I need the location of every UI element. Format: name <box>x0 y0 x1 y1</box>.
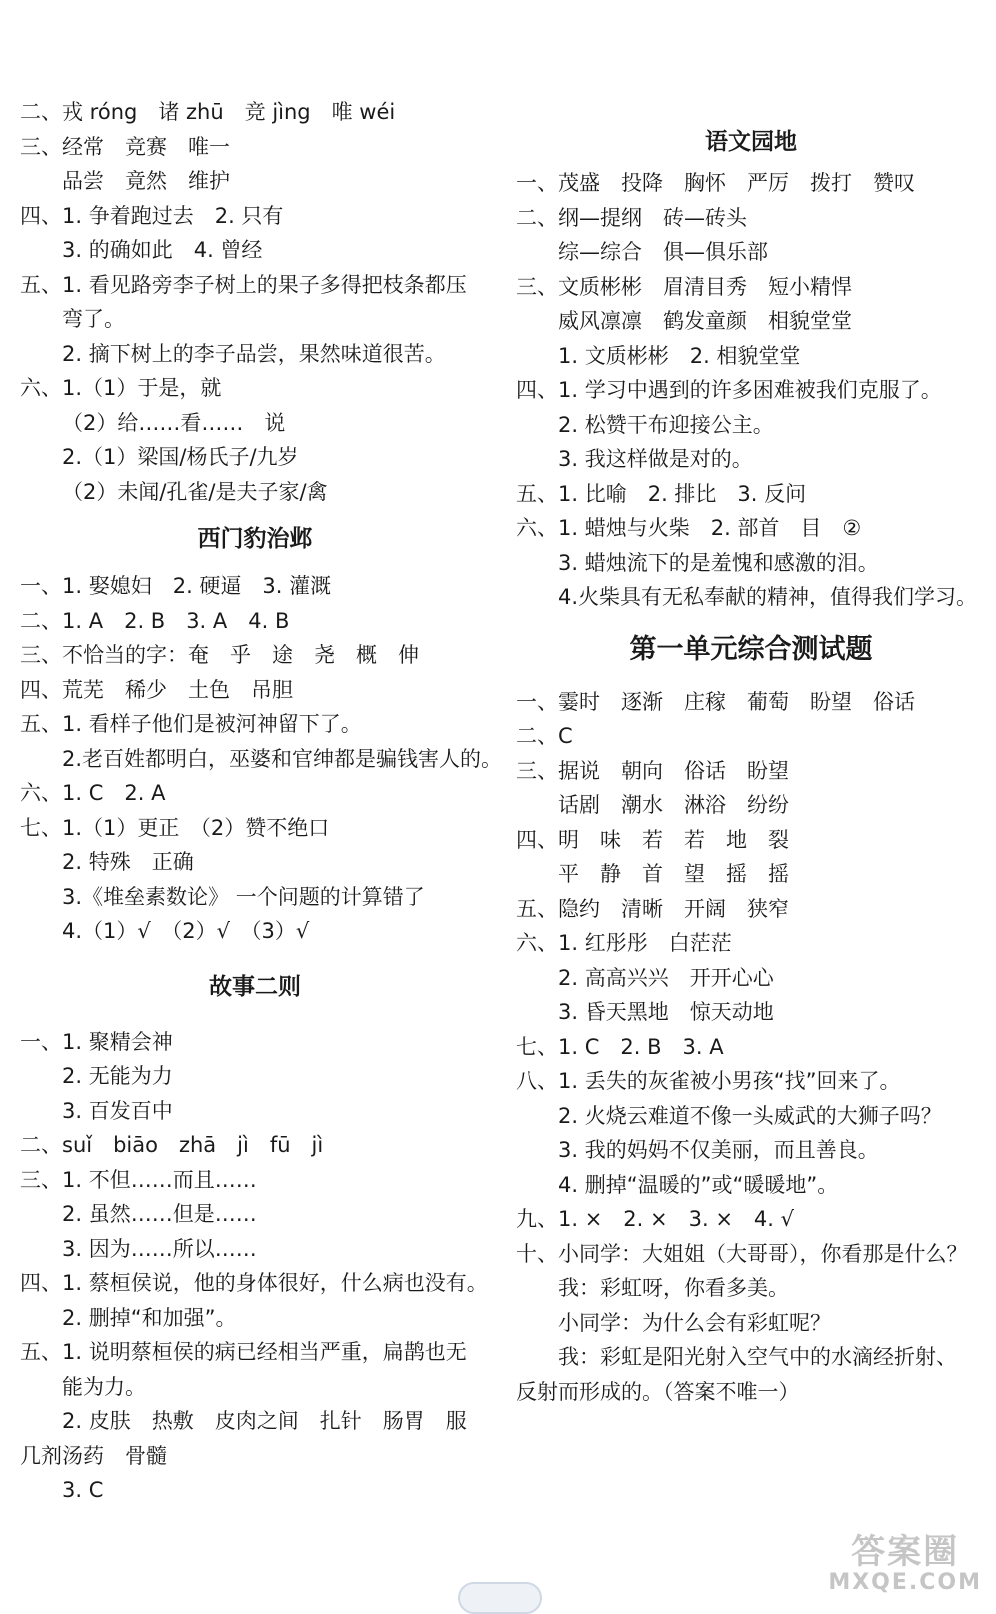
answer-line: 我：彩虹是阳光射入空气中的水滴经折射、 <box>558 1345 957 1369</box>
answer-line: 2. 皮肤 热敷 皮肉之间 扎针 肠胃 服 <box>62 1409 467 1433</box>
page-number-badge <box>458 1582 542 1614</box>
answer-line: 2. 特殊 正确 <box>62 850 194 874</box>
answer-line: 四、荒芜 稀少 土色 吊胆 <box>20 677 293 702</box>
answer-line: 弯了。 <box>62 307 125 331</box>
answer-line: 平 静 首 望 摇 摇 <box>558 862 789 886</box>
section-heading: 语文园地 <box>705 129 797 155</box>
answer-line: 能为力。 <box>62 1374 146 1399</box>
answer-line: 八、1. 丢失的灰雀被小男孩“找”回来了。 <box>516 1069 901 1093</box>
answer-line: 品尝 竟然 维护 <box>62 169 230 193</box>
answer-line: 十、小同学：大姐姐（大哥哥），你看那是什么？ <box>516 1241 968 1266</box>
answer-line: 3. 因为……所以…… <box>62 1236 257 1261</box>
answer-line: 六、1. 红彤彤 白茫茫 <box>516 931 732 955</box>
answer-line: 3. 百发百中 <box>62 1098 173 1123</box>
answer-line: 威风凛凛 鹤发童颜 相貌堂堂 <box>558 309 852 333</box>
answer-line: （2）给……看…… 说 <box>62 410 286 435</box>
answer-line: 二、纲—提纲 砖—砖头 <box>516 205 747 230</box>
answer-line: 几剂汤药 骨髓 <box>20 1443 167 1468</box>
answer-line: 三、据说 朝向 俗话 盼望 <box>516 758 789 783</box>
answer-line: 六、1. 蜡烛与火柴 2. 部首 目 ② <box>516 516 862 540</box>
answer-line: 3. 蜡烛流下的是羞愧和感激的泪。 <box>558 550 879 575</box>
answer-line: 反射而形成的。（答案不唯一） <box>516 1379 800 1404</box>
answer-line: 3. 的确如此 4. 曾经 <box>62 238 263 262</box>
answer-line: 六、1. C 2. A <box>20 781 166 805</box>
answer-line: 4. 删掉“温暖的”或“暖暖地”。 <box>558 1172 839 1197</box>
answer-line: 三、1. 不但……而且…… <box>20 1167 257 1192</box>
answer-line: 五、1. 说明蔡桓侯的病已经相当严重，扁鹊也无 <box>20 1340 467 1364</box>
answer-line: 四、1. 学习中遇到的许多困难被我们克服了。 <box>516 378 942 402</box>
answer-line: 话剧 潮水 淋浴 纷纷 <box>558 793 789 817</box>
answer-line: 2. 虽然……但是…… <box>62 1202 257 1226</box>
answer-line: 综—综合 俱—俱乐部 <box>558 240 768 264</box>
answer-line: 2.（1）梁国/杨氏子/九岁 <box>62 445 299 469</box>
answer-line: 3.《堆垒素数论》 一个问题的计算错了 <box>62 884 425 909</box>
answer-line: 4.火柴具有无私奉献的精神，值得我们学习。 <box>558 585 978 609</box>
answer-line: 四、1. 蔡桓侯说，他的身体很好，什么病也没有。 <box>20 1271 488 1295</box>
answer-line: 我：彩虹呀，你看多美。 <box>558 1276 789 1300</box>
answer-line: 四、1. 争着跑过去 2. 只有 <box>20 203 284 228</box>
answer-line: 2. 摘下树上的李子品尝，果然味道很苦。 <box>62 341 446 366</box>
answer-line: （2）未闻/孔雀/是夫子家/禽 <box>62 479 328 504</box>
answer-line: 五、1. 看见路旁李子树上的果子多得把枝条都压 <box>20 272 467 297</box>
answer-line: 一、霎时 逐渐 庄稼 葡萄 盼望 俗话 <box>516 689 915 714</box>
section-heading: 故事二则 <box>209 973 301 1000</box>
answer-line: 二、suǐ biāo zhā jì fū jì <box>20 1133 324 1157</box>
watermark-logo-text: 答案圈 <box>851 1532 960 1573</box>
answer-line: 六、1.（1）于是，就 <box>20 376 222 400</box>
answer-line: 一、1. 聚精会神 <box>20 1029 173 1054</box>
answer-line: 4.（1）√ （2）√ （3）√ <box>62 919 310 943</box>
answer-line: 二、戎 róng 诸 zhū 竞 jìng 唯 wéi <box>20 100 396 124</box>
answer-line: 3. 昏天黑地 惊天动地 <box>558 1000 774 1024</box>
answer-line: 2. 删掉“和加强”。 <box>62 1305 237 1330</box>
answer-line: 2. 火烧云难道不像一头威武的大狮子吗？ <box>558 1103 942 1128</box>
answer-line: 二、1. A 2. B 3. A 4. B <box>20 608 290 633</box>
answer-line: 2. 无能为力 <box>62 1064 173 1088</box>
answer-line: 3. 我的妈妈不仅美丽，而且善良。 <box>558 1138 879 1162</box>
right-column <box>516 118 986 1409</box>
answer-line: 3. 我这样做是对的。 <box>558 447 753 471</box>
watermark-url: MXQE.COM <box>828 1569 982 1595</box>
answer-line: 七、1.（1）更正 （2）赞不绝口 <box>20 815 330 840</box>
site-watermark <box>828 1532 982 1595</box>
answer-line: 五、隐约 清晰 开阔 狭窄 <box>516 896 789 921</box>
answer-line: 七、1. C 2. B 3. A <box>516 1034 724 1059</box>
answer-line: 三、不恰当的字：奄 乎 途 尧 概 伸 <box>20 643 419 667</box>
answer-line: 五、1. 比喻 2. 排比 3. 反问 <box>516 481 807 506</box>
answer-line: 二、C <box>516 724 573 748</box>
answer-line: 三、经常 竞赛 唯一 <box>20 134 230 159</box>
answer-line: 三、文质彬彬 眉清目秀 短小精悍 <box>516 274 852 299</box>
answer-line: 五、1. 看样子他们是被河神留下了。 <box>20 712 362 736</box>
answer-line: 1. 文质彬彬 2. 相貌堂堂 <box>558 343 801 368</box>
answer-line: 2. 松赞干布迎接公主。 <box>558 412 774 437</box>
answer-line: 一、1. 娶媳妇 2. 硬逼 3. 灌溉 <box>20 574 332 598</box>
answer-line: 九、1. × 2. × 3. × 4. √ <box>516 1207 795 1231</box>
section-heading: 西门豹治邺 <box>197 526 313 552</box>
answer-line: 四、明 味 若 若 地 裂 <box>516 827 789 852</box>
answer-line: 一、茂盛 投降 胸怀 严厉 拨打 赞叹 <box>516 171 915 195</box>
section-heading: 第一单元综合测试题 <box>629 633 873 665</box>
answer-line: 3. C <box>62 1478 104 1502</box>
answer-line: 2. 高高兴兴 开开心心 <box>558 965 774 990</box>
answer-line: 小同学：为什么会有彩虹呢？ <box>558 1310 831 1335</box>
left-column <box>20 95 503 1508</box>
answer-line: 2.老百姓都明白，巫婆和官绅都是骗钱害人的。 <box>62 746 503 771</box>
